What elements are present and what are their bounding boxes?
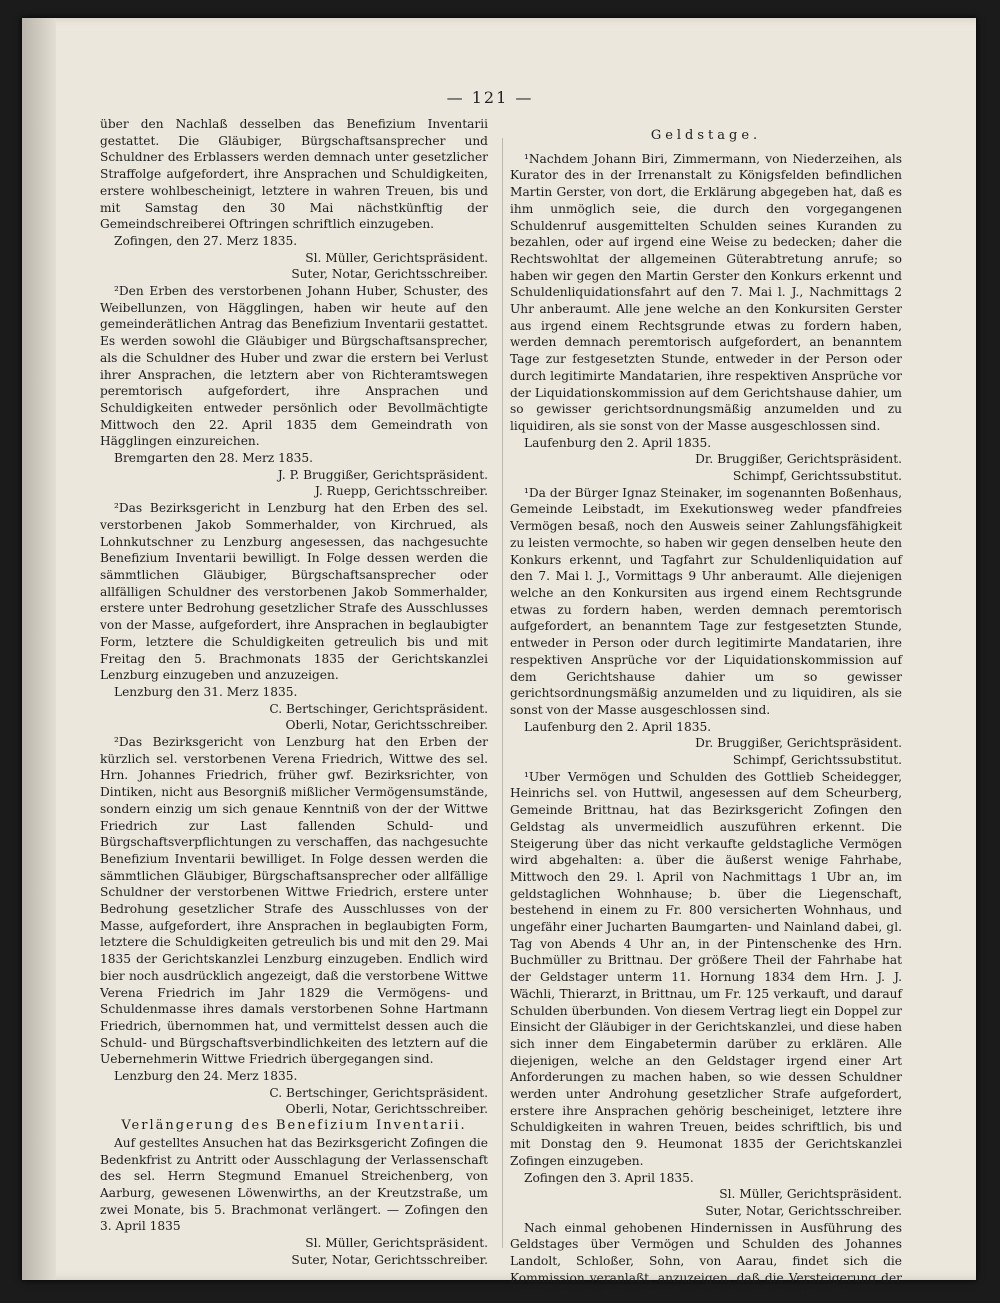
newspaper-page: [22, 18, 976, 1302]
notice-friedrich-signature-1: C. Bertschinger, Gerichtspräsident.: [269, 1085, 488, 1100]
notice-streichenberg-signature-1: Sl. Müller, Gerichtspräsident.: [305, 1236, 488, 1251]
notice-scheidegger-signature-2: Suter, Notar, Gerichtsschreiber.: [705, 1204, 902, 1218]
notice-friedrich-text: ²Das Bezirksgericht von Lenzburg hat den Erben der kürzlich sel. verstorbenen Verena Friedrich, Wittwe des sel. Hrn. Johannes Friedrich, früher gwf. Bezirksrichter, von Dintiken, nicht aus Besorgniß mißlicher Vermögensumstände, sondern einzig um sich genaue Kenntniß von der der Wittwe Friedrich zur Last fallenden Schuld- und Bürgschaftsverpflichtungen zu verschaffen, das nachgesuchte Benefizium Inventarii bewilliget. In Folge dessen werden die sämmtlichen Gläubiger, Bürgschaftsansprecher oder allfällige Schuldner der verstorbenen Wittwe Friedrich, erstere unter Bedrohung gesetzlicher Strafe des Ausschlusses von der Masse, aufgefordert, ihre Ansprachen in beglaubigten Form, letztere die Schuldigkeiten getreulich bis und mit den 29. Mai 1835 der Gerichtskanzlei Lenzburg einzugeben. Endlich wird bier noch ausdrücklich angezeigt, daß die verstorbene Wittwe Verena Friedrich im Jahr 1829 die Vermögens- und Schuldenmasse ihres damals verstorbenen Sohne Hartmann Friedrich, übernommen hat, und vermittelst dessen auch die Schuld- und Bürgschaftsverbindlichkeiten des letztern auf die Uebernehmerin Wittwe Friedrich übergegangen sind.: [100, 735, 488, 1067]
notice-gerster-place: Laufenburg den 2. April 1835.: [524, 435, 712, 450]
page-number: — 121 —: [446, 88, 534, 107]
notice-sommerhalder-place: Lenzburg den 31. Merz 1835.: [114, 684, 298, 699]
notice-huber-place: Bremgarten den 28. Merz 1835.: [114, 451, 313, 466]
notice-scheidegger-text: ¹Uber Vermögen und Schulden des Gottlieb Scheidegger, Heinrichs sel. von Huttwil, angesessen auf dem Scheurberg, Gemeinde Brittnau, hat das Bezirksgericht Zofingen den Geldstag als unvermeidlich auszuführen erkennt. Die Steigerung über das nicht verkaufte geldstagliche Vermögen wird abgehalten: a. über die äußerst wenige Fahrhabe, Mittwoch den 29. l. April von Nachmittags 1 Ubr an, im geldstaglichen Wohnhause; b. über die Liegenschaft, bestehend in einem zu Fr. 800 versicherten Wohnhaus, und ungefähr einer Jucharten Baumgarten- und Nainland dabei, gl. Tag von Abends 4 Uhr an, in der Pintenschenke des Hrn. Buchmüller zu Brittnau. Der größere Theil der Fahrhabe hat der Geldstager unterm 11. Hornung 1834 dem Hrn. J. J. Wächli, Thierarzt, in Brittnau, um Fr. 125 verkauft, und darauf Schulden überbunden. Von diesem Vertrag liegt ein Doppel zur Einsicht der Gläubiger in der Gerichtskanzlei, und diese haben sich inner dem Eingabetermin darüber zu erklären. Alle diejenigen, welche an den Geldstager irgend einer Art Anforderungen zu machen haben, so wie dessen Schuldner werden unter Androhung gesetzlicher Strafe aufgefordert, erstere ihre Ansprachen gehörig bescheiniget, letztere ihre Schuldigkeiten in wahren Treuen, beides schriftlich, bis und mit Donstag den 9. Heumonat 1835 der Gerichtskanzlei Zofingen einzugeben.: [510, 769, 902, 1168]
notice-streichenberg-signature-2: Suter, Notar, Gerichtsschreiber.: [291, 1252, 488, 1267]
section-heading-verlaengerung: Verlängerung des Benefizium Inventarii.: [121, 1118, 467, 1134]
notice-streichenberg-text: Auf gestelltes Ansuchen hat das Bezirksgericht Zofingen die Bedenkfrist zu Antritt oder Ausschlagung der Verlassenschaft des sel. Herrn Stegmund Emanuel Streichenberg, von Aarburg, gewesenen Löwenwirths, an der Kreutzstraße, um zwei Monate, bis 5. Brachmonat verlängert. — Zofingen den 3. April 1835: [100, 1135, 488, 1234]
notice-steinaker-text: ¹Da der Bürger Ignaz Steinaker, im sogenannten Boßenhaus, Gemeinde Leibstadt, im Exekutionsweg weder pfandfreies Vermögen besaß, noch den Ausweis seiner Zahlungsfähigkeit zu leisten vermochte, so haben wir gegen denselben heute den Konkurs erkennt, und Tagfahrt zur Schuldenliquidation auf den 7. Mai l. J., Vormittags 9 Uhr anberaumt. Alle diejenigen welche an den Konkursiten aus irgend einem Rechtsgrunde etwas zu fordern haben, werden demnach peremtorisch aufgefordert, an benanntem Tage zur festgesetzten Stunde, entweder in Person oder durch legitimirte Mandatarien, ihre respektiven Ansprüche vor der Liquidationskommission auf dem Gerichtshause dahier um so gewisser gerichtsordnungsmäßig anzumelden und zu liquidiren, als sie sonst von der Masse ausgeschlossen sind.: [510, 485, 902, 717]
section-heading-geldstage: Geldstage.: [650, 128, 762, 143]
notice-steinaker-signature-2: Schimpf, Gerichtssubstitut.: [732, 753, 902, 768]
notice-huber-signature-2: J. Ruepp, Gerichtsschreiber.: [314, 484, 488, 499]
notice-steinaker-signature-1: Dr. Bruggißer, Gerichtspräsident.: [695, 736, 902, 751]
notice-oftringen-place: Zofingen, den 27. Merz 1835.: [114, 233, 298, 248]
notice-gerster-text: ¹Nachdem Johann Biri, Zimmermann, von Niederzeihen, als Kurator des in der Irrenanstalt zu Königsfelden befindlichen Martin Gerster, von dort, die Erklärung abgegeben hat, daß es ihm unmöglich seie, die durch den vorgegangenen Schuldenruf ausgemittelten Schulden seines Kuranden zu bezahlen, oder auf irgend eine Weise zu bedecken; daher die Rechtswohltat der allgemeinen Güterabtretung anrufe; so haben wir gegen den Martin Gerster den Konkurs erkennt und Schuldenliquidationsfahrt auf den 7. Mai l. J., Nachmittags 2 Uhr anberaumt. Alle jene welche an den Konkursiten Gerster aus irgend einem Rechtsgrunde etwas zu fordern haben, werden demnach peremtorisch aufgefordert, an benanntem Tage zur festgesetzten Stunde, entweder in der Person oder durch legitimirte Mandatarien, ihre respektiven Ansprüche vor der Liquidationskommission auf dem Gerichtshause dahier, um so gewisser gerichtsordnungsmäßig anzumelden und zu liquidiren, als sie sonst von der Masse ausgeschlossen sind.: [510, 151, 902, 433]
notice-huber-signature-1: J. P. Bruggißer, Gerichtspräsident.: [277, 467, 488, 482]
page-spine: [22, 18, 56, 1280]
notice-friedrich-signature-2: Oberli, Notar, Gerichtsschreiber.: [285, 1102, 488, 1117]
notice-friedrich-place: Lenzburg den 24. Merz 1835.: [114, 1069, 298, 1084]
notice-steinaker-place: Laufenburg den 2. April 1835.: [524, 719, 712, 734]
notice-sommerhalder-text: ²Das Bezirksgericht in Lenzburg hat den Erben des sel. verstorbenen Jakob Sommerhalder, von Kirchrued, als Lohnkutschner zu Lenzburg angesessen, das nachgesuchte Benefizium Inventarii bewilligt. In Folge dessen werden die sämmtlichen Gläubiger, Bürgschaftsansprecher oder allfälligen Schuldner des verstorbenen Jakob Sommerhalder, erstere unter Bedrohung gesetzlicher Strafe des Ausschlusses von der Masse, aufgefordert, ihre Ansprachen in beglaubigter Form, letztere die Schuldigkeiten getreulich bis und mit Freitag den 5. Brachmonats 1835 der Gerichtskanzlei Lenzburg einzugeben und anzuzeigen.: [100, 501, 488, 683]
notice-scheidegger-signature-1: Sl. Müller, Gerichtspräsident.: [719, 1187, 902, 1202]
notice-oftringen-signature-2: Suter, Notar, Gerichtsschreiber.: [291, 267, 488, 282]
notice-landolt-text: Nach einmal gehobenen Hindernissen in Ausführung des Geldstages über Vermögen und Schulden des Johannes Landolt, Schloßer, Sohn, von Aarau, findet sich die Kommission veranlaßt, anzuzeigen, daß die Versteigerung der geldstaglichen Fahrhabe auf Samstag den 18. dieß, des: [510, 1220, 902, 1302]
right-column: [510, 116, 902, 1303]
notice-scheidegger-place: Zofingen den 3. April 1835.: [524, 1170, 694, 1185]
notice-sommerhalder-signature-1: C. Bertschinger, Gerichtspräsident.: [269, 701, 488, 716]
notice-gerster-signature-1: Dr. Bruggißer, Gerichtspräsident.: [695, 452, 902, 467]
notice-gerster-signature-2: Schimpf, Gerichtssubstitut.: [732, 469, 902, 484]
notice-sommerhalder-signature-2: Oberli, Notar, Gerichtsschreiber.: [285, 718, 488, 733]
left-column: [100, 116, 488, 1269]
notice-oftringen-text: über den Nachlaß desselben das Benefizium Inventarii gestattet. Die Gläubiger, Bürgschaftsansprecher und Schuldner des Erblassers werden demnach unter gesetzlicher Straffolge aufgefordert, ihre Ansprachen und Schuldigkeiten, erstere wohlbescheinigt, letztere in wahren Treuen, bis und mit Samstag den 30 Mai nächstkünftig der Gemeindschreiberei Oftringen schriftlich einzugeben.: [100, 117, 488, 232]
notice-huber-text: ²Den Erben des verstorbenen Johann Huber, Schuster, des Weibellunzen, von Hägglingen, haben wir heute auf den gemeinderätlichen Antrag das Benefizium Inventarii gestattet. Es werden sowohl die Gläubiger und Bürgschaftsansprecher, als die Schuldner des Huber und zwar die erstern bei Verlust ihrer Ansprachen, die letztern aber von Richteramtswegen peremtorisch aufgefordert, ihre Ansprachen und Schuldigkeiten entweder persönlich oder Bevollmächtigte Mittwoch den 22. April 1835 dem Gemeindrath von Hägglingen einzureichen.: [100, 284, 488, 449]
column-rule: [502, 138, 503, 1248]
notice-oftringen-signature-1: Sl. Müller, Gerichtspräsident.: [305, 250, 488, 265]
